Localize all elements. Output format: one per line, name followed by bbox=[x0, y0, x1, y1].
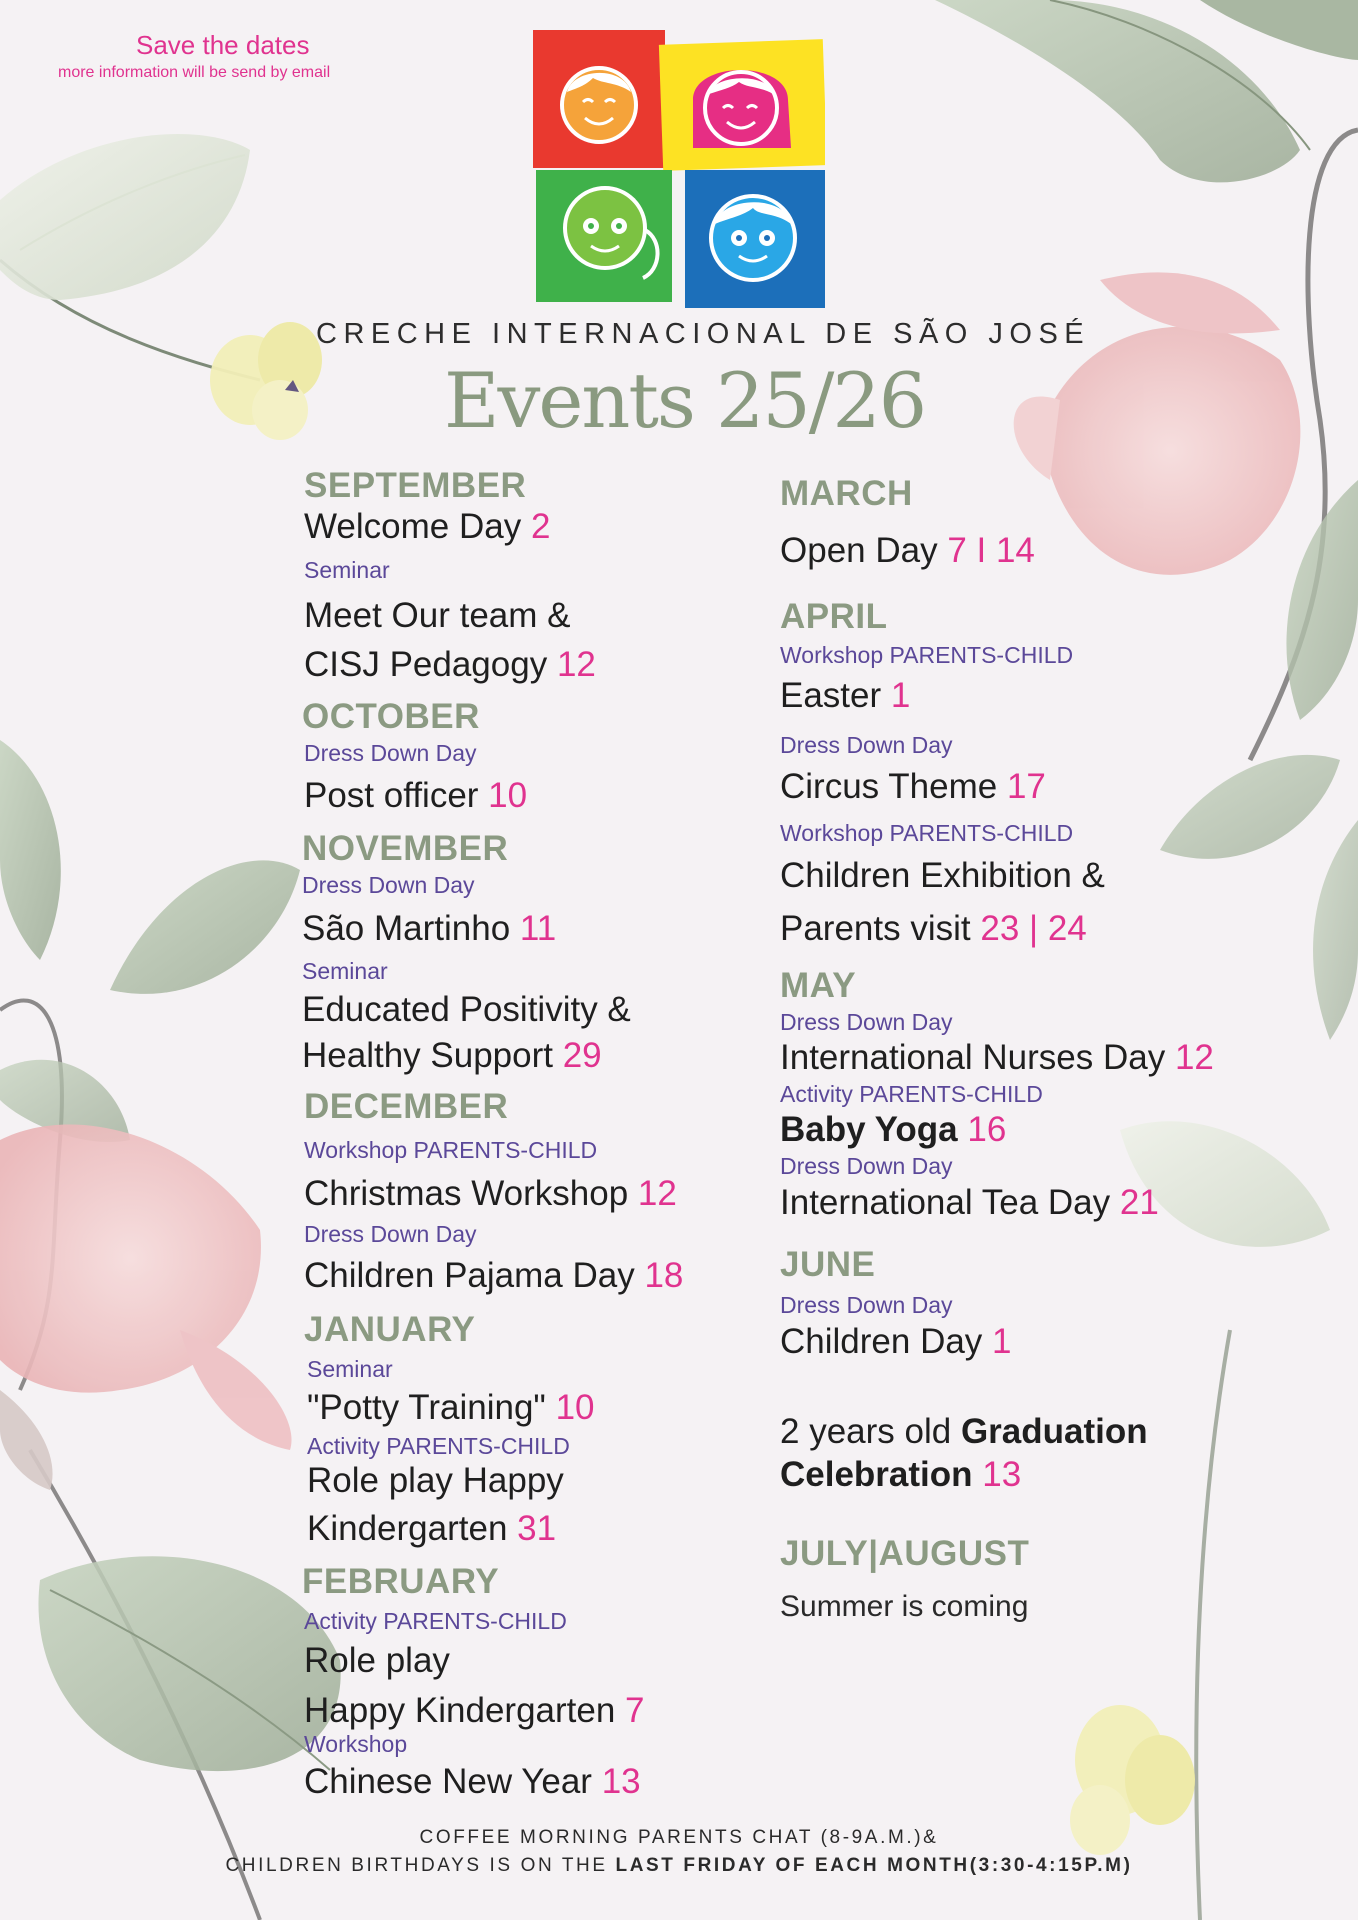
event-educated-line1: Educated Positivity & bbox=[302, 990, 631, 1029]
month-april: APRIL bbox=[780, 597, 888, 636]
event-date: 17 bbox=[1006, 767, 1046, 806]
category-dress-down: Dress Down Day bbox=[780, 732, 953, 758]
month-december: DECEMBER bbox=[304, 1087, 509, 1126]
footer-line2-bold: LAST FRIDAY OF EACH MONTH(3:30-4:15P.M) bbox=[615, 1855, 1133, 1876]
event-graduation-line1 bbox=[780, 1412, 1148, 1452]
event-label: Welcome Day bbox=[304, 507, 522, 546]
category-activity-parents-child: Activity PARENTS-CHILD bbox=[307, 1433, 570, 1459]
month-may: MAY bbox=[780, 966, 857, 1005]
save-the-dates-subtitle: more information will be send by email bbox=[58, 64, 331, 81]
event-welcome-day bbox=[304, 507, 550, 547]
event-date: 1 bbox=[992, 1322, 1012, 1361]
event-date: 10 bbox=[555, 1388, 595, 1427]
event-circus-theme bbox=[780, 767, 1046, 807]
event-sao-martinho bbox=[302, 909, 556, 949]
event-label: 2 years old bbox=[780, 1412, 952, 1451]
event-label: International Tea Day bbox=[780, 1183, 1111, 1222]
event-label: Parents visit bbox=[780, 909, 971, 948]
event-date: 2 bbox=[530, 507, 551, 546]
event-date: 7 bbox=[625, 1691, 645, 1730]
footer-line2-start: CHILDREN BIRTHDAYS IS ON THE bbox=[225, 1855, 616, 1876]
event-meet-team-line2 bbox=[304, 645, 596, 685]
girl-face-icon bbox=[693, 70, 791, 148]
footer-note bbox=[0, 1827, 1358, 1877]
event-label: Happy Kindergarten bbox=[304, 1691, 616, 1730]
save-the-dates-title: Save the dates bbox=[136, 30, 310, 60]
category-dress-down: Dress Down Day bbox=[780, 1153, 953, 1179]
organization-name: CRECHE INTERNACIONAL DE SÃO JOSÉ bbox=[316, 318, 1091, 350]
category-workshop-parents-child: Workshop PARENTS-CHILD bbox=[780, 642, 1074, 668]
event-date: 16 bbox=[967, 1110, 1007, 1149]
event-exhibition-line1: Children Exhibition & bbox=[780, 856, 1105, 895]
event-date: 13 bbox=[982, 1455, 1022, 1494]
event-date: 31 bbox=[517, 1509, 557, 1548]
event-label: São Martinho bbox=[302, 909, 511, 948]
event-tea-day bbox=[780, 1183, 1159, 1223]
event-potty-training bbox=[307, 1388, 595, 1428]
event-date: 12 bbox=[556, 645, 596, 684]
event-nurses-day bbox=[780, 1038, 1214, 1078]
event-label: CISJ Pedagogy bbox=[304, 645, 548, 684]
event-label: Open Day bbox=[780, 531, 938, 570]
month-june: JUNE bbox=[780, 1245, 876, 1284]
event-role-play-line1: Role play Happy bbox=[307, 1461, 564, 1500]
event-role-play2-line2 bbox=[304, 1691, 645, 1731]
event-date: 1 bbox=[890, 676, 911, 715]
category-dress-down: Dress Down Day bbox=[302, 872, 475, 898]
event-educated-line2 bbox=[302, 1036, 602, 1076]
category-seminar: Seminar bbox=[307, 1356, 393, 1382]
event-open-day bbox=[780, 531, 1035, 571]
event-post-officer bbox=[304, 776, 527, 816]
event-date: 23 | 24 bbox=[980, 909, 1087, 948]
category-dress-down: Dress Down Day bbox=[780, 1009, 953, 1035]
event-date: 11 bbox=[519, 909, 557, 948]
event-date: 12 bbox=[1174, 1038, 1214, 1077]
month-september: SEPTEMBER bbox=[304, 466, 527, 505]
event-date: 29 bbox=[562, 1036, 602, 1075]
category-seminar: Seminar bbox=[302, 958, 388, 984]
event-label: Healthy Support bbox=[302, 1036, 553, 1075]
page-title: Events 25/26 bbox=[444, 356, 926, 445]
category-dress-down: Dress Down Day bbox=[780, 1292, 953, 1318]
category-workshop: Workshop bbox=[304, 1731, 408, 1757]
event-label: Easter bbox=[780, 676, 882, 715]
event-label: Christmas Workshop bbox=[304, 1174, 629, 1213]
event-date: 12 bbox=[637, 1174, 677, 1213]
event-children-day bbox=[780, 1322, 1012, 1362]
event-baby-yoga bbox=[780, 1110, 1006, 1150]
category-workshop-parents-child: Workshop PARENTS-CHILD bbox=[304, 1137, 598, 1163]
event-meet-team-line1: Meet Our team & bbox=[304, 596, 571, 635]
month-march: MARCH bbox=[780, 474, 913, 513]
school-logo bbox=[533, 30, 825, 308]
event-label: Celebration bbox=[780, 1455, 973, 1494]
event-label: Baby Yoga bbox=[780, 1110, 958, 1149]
category-seminar: Seminar bbox=[304, 557, 390, 583]
event-chinese-new-year bbox=[304, 1762, 641, 1802]
event-label-bold: Graduation bbox=[960, 1412, 1148, 1451]
event-easter bbox=[780, 676, 910, 716]
category-workshop-parents-child: Workshop PARENTS-CHILD bbox=[780, 820, 1074, 846]
month-november: NOVEMBER bbox=[302, 829, 509, 868]
event-label: Circus Theme bbox=[780, 767, 998, 806]
boy-face-icon bbox=[562, 68, 636, 142]
event-label: Children Pajama Day bbox=[304, 1256, 635, 1295]
event-role-play-line2 bbox=[307, 1509, 556, 1549]
category-dress-down: Dress Down Day bbox=[304, 740, 477, 766]
event-date: 13 bbox=[601, 1762, 641, 1801]
event-date: 7 I 14 bbox=[947, 531, 1035, 570]
event-label: Post officer bbox=[304, 776, 479, 815]
event-summer: Summer is coming bbox=[780, 1590, 1029, 1623]
month-january: JANUARY bbox=[304, 1310, 476, 1349]
event-label: Children Day bbox=[780, 1322, 983, 1361]
event-label: "Potty Training" bbox=[307, 1388, 546, 1427]
event-date: 10 bbox=[488, 776, 528, 815]
month-february: FEBRUARY bbox=[302, 1562, 500, 1601]
event-date: 18 bbox=[644, 1256, 684, 1295]
category-activity-parents-child: Activity PARENTS-CHILD bbox=[304, 1608, 567, 1634]
event-label: Kindergarten bbox=[307, 1509, 508, 1548]
footer-line2 bbox=[0, 1855, 1358, 1877]
event-pajama-day bbox=[304, 1256, 683, 1296]
category-dress-down: Dress Down Day bbox=[304, 1221, 477, 1247]
event-date: 21 bbox=[1119, 1183, 1159, 1222]
event-christmas-workshop bbox=[304, 1174, 677, 1214]
event-graduation-line2 bbox=[780, 1455, 1021, 1495]
boy-blue-face-icon bbox=[711, 196, 795, 280]
event-label: Chinese New Year bbox=[304, 1762, 592, 1801]
event-label: International Nurses Day bbox=[780, 1038, 1166, 1077]
month-july-august: JULY|AUGUST bbox=[780, 1534, 1030, 1573]
month-october: OCTOBER bbox=[302, 697, 480, 736]
event-role-play2-line1: Role play bbox=[304, 1641, 450, 1680]
event-exhibition-line2 bbox=[780, 909, 1087, 949]
footer-line1: COFFEE MORNING PARENTS CHAT (8-9A.M.)& bbox=[419, 1827, 939, 1848]
category-activity-parents-child: Activity PARENTS-CHILD bbox=[780, 1081, 1043, 1107]
